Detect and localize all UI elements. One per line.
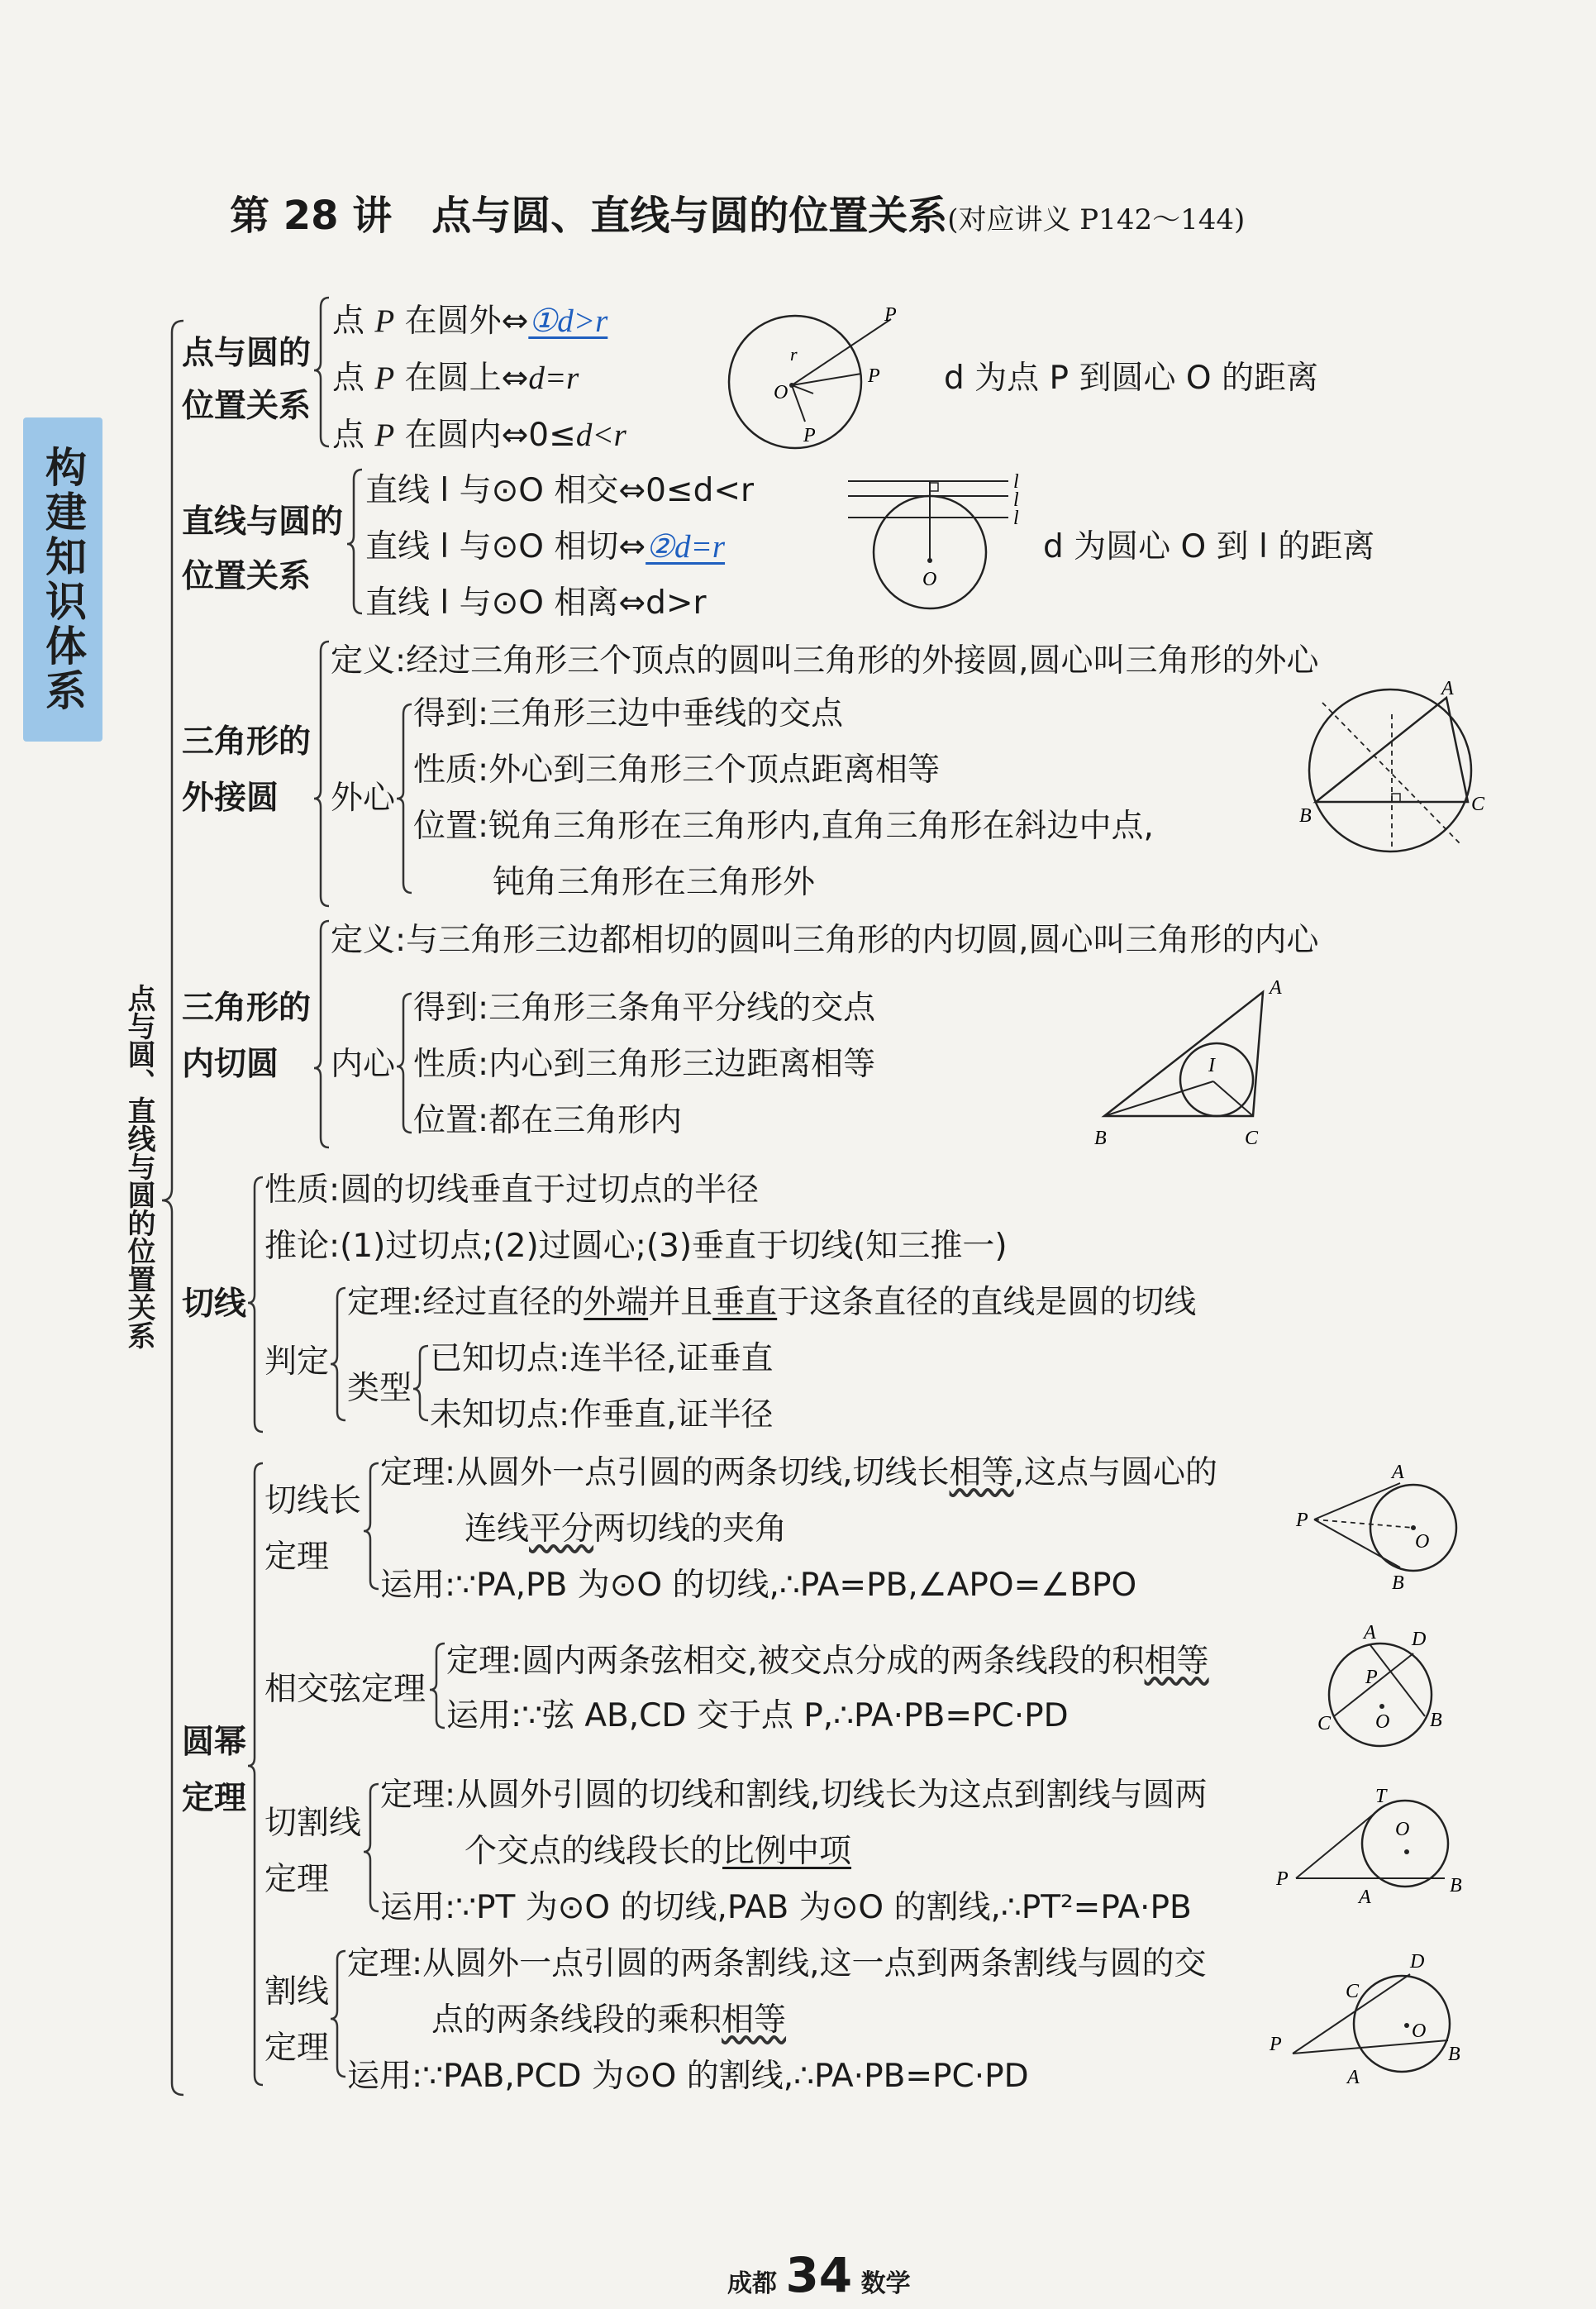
s3-label-line2: 外接圆 xyxy=(182,780,279,817)
svg-text:O: O xyxy=(1412,2020,1427,2042)
footer-city: 成都 xyxy=(727,2269,777,2298)
s6b-label: 相交弦定理 xyxy=(264,1671,426,1708)
svg-text:A: A xyxy=(1359,1887,1371,1908)
s6c-usage: 运用:∵PT 为⊙O 的切线,PAB 为⊙O 的割线,∴PT²=PA·PB xyxy=(380,1889,1192,1926)
svg-text:O: O xyxy=(1375,1711,1390,1733)
tangent-length-figure xyxy=(1289,1462,1479,1594)
s6a-theorem-2: 连线平分两切线的夹角 xyxy=(465,1510,788,1548)
side-tab: 构建知识体系 xyxy=(23,417,102,742)
svg-text:B: B xyxy=(1299,805,1312,827)
s2-line-tangent: 直线 l 与⊙O 相切⇔②d=r xyxy=(365,528,726,565)
line-circle-figure xyxy=(843,471,1033,620)
title-reference: (对应讲义 P142～144) xyxy=(947,203,1246,236)
s5-type-1: 已知切点:连半径,证垂直 xyxy=(430,1340,774,1377)
s3-position-1: 位置:锐角三角形在三角形内,直角三角形在斜边中点, xyxy=(413,808,1154,845)
s4-definition: 定义:与三角形三边都相切的圆叫三角形的内切圆,圆心叫三角形的内心 xyxy=(331,922,1319,959)
s6d-usage: 运用:∵PAB,PCD 为⊙O 的割线,∴PA·PB=PC·PD xyxy=(347,2058,1029,2095)
intersecting-chords-figure xyxy=(1289,1620,1463,1761)
s6b-usage: 运用:∵弦 AB,CD 交于点 P,∴PA·PB=PC·PD xyxy=(446,1697,1069,1734)
s2-line-separate: 直线 l 与⊙O 相离⇔d>r xyxy=(365,584,707,622)
svg-text:O: O xyxy=(1395,1819,1410,1840)
svg-text:P: P xyxy=(1296,1510,1308,1531)
s4-sub-label: 内心 xyxy=(331,1046,396,1083)
svg-text:I: I xyxy=(1208,1055,1215,1076)
s1-line-on: 点 P 在圆上⇔d=r xyxy=(332,360,579,397)
svg-text:A: A xyxy=(1270,977,1282,999)
s6b-theorem: 定理:圆内两条弦相交,被交点分成的两条线段的积相等 xyxy=(446,1643,1209,1680)
svg-text:O: O xyxy=(1415,1531,1430,1553)
s6c-label-line2: 定理 xyxy=(264,1861,330,1898)
s3-label-line1: 三角形的 xyxy=(182,723,312,761)
svg-text:B: B xyxy=(1448,2044,1460,2065)
svg-text:C: C xyxy=(1245,1128,1259,1149)
svg-text:A: A xyxy=(1392,1462,1404,1483)
s6d-label-line2: 定理 xyxy=(264,2030,330,2067)
s4-get: 得到:三角形三条角平分线的交点 xyxy=(413,990,876,1027)
s6c-theorem-1: 定理:从圆外引圆的切线和割线,切线长为这点到割线与圆两 xyxy=(380,1777,1208,1814)
svg-text:P: P xyxy=(868,365,880,387)
point-circle-figure xyxy=(727,304,897,455)
s6c-label-line1: 切割线 xyxy=(264,1805,362,1842)
svg-text:A: A xyxy=(1364,1622,1376,1643)
s2-label-line1: 直线与圆的 xyxy=(182,503,344,541)
s6a-label-line1: 切线长 xyxy=(264,1482,362,1519)
svg-text:C: C xyxy=(1346,1981,1360,2002)
s2-answer-2: ②d=r xyxy=(646,529,726,565)
s5-inference: 推论:(1)过切点;(2)过圆心;(3)垂直于切线(知三推一) xyxy=(264,1228,1008,1265)
s6d-theorem-1: 定理:从圆外一点引圆的两条割线,这一点到两条割线与圆的交 xyxy=(347,1945,1207,1982)
page-title: 第 28 讲 点与圆、直线与圆的位置关系(对应讲义 P142～144) xyxy=(230,193,1246,239)
s1-answer-1: ①d>r xyxy=(528,303,608,339)
page-footer xyxy=(727,2247,911,2303)
svg-text:P: P xyxy=(1276,1868,1289,1890)
svg-text:l: l xyxy=(1013,508,1019,529)
svg-text:D: D xyxy=(1412,1629,1427,1650)
s6c-theorem-2: 个交点的线段长的比例中项 xyxy=(465,1833,852,1870)
svg-text:B: B xyxy=(1450,1875,1462,1896)
s3-get: 得到:三角形三边中垂线的交点 xyxy=(413,695,844,732)
s6a-theorem-1: 定理:从圆外一点引圆的两条切线,切线长相等,这点与圆心的 xyxy=(380,1454,1217,1491)
s5-label: 切线 xyxy=(182,1286,247,1323)
s5-type-label: 类型 xyxy=(347,1370,412,1407)
svg-text:B: B xyxy=(1094,1128,1107,1149)
svg-text:A: A xyxy=(1347,2067,1360,2088)
s5-property: 性质:圆的切线垂直于过切点的半径 xyxy=(264,1171,760,1209)
svg-text:P: P xyxy=(1365,1667,1378,1688)
s6a-label-line2: 定理 xyxy=(264,1539,330,1576)
s6-label-line1: 圆幂 xyxy=(182,1724,247,1761)
s6d-theorem-2: 点的两条线段的乘积相等 xyxy=(431,2001,787,2039)
incircle-figure xyxy=(1083,974,1298,1156)
s3-definition: 定义:经过三角形三个顶点的圆叫三角形的外接圆,圆心叫三角形的外心 xyxy=(331,642,1319,680)
s4-label-line2: 内切圆 xyxy=(182,1046,279,1083)
svg-text:C: C xyxy=(1471,794,1485,815)
svg-text:l: l xyxy=(1013,489,1019,511)
svg-text:B: B xyxy=(1430,1710,1442,1731)
svg-text:C: C xyxy=(1317,1713,1332,1734)
s1-note: d 为点 P 到圆心 O 的距离 xyxy=(944,360,1318,397)
s5-type-2: 未知切点:作垂直,证半径 xyxy=(430,1396,774,1434)
footer-subject: 数学 xyxy=(860,2269,911,2298)
svg-text:P: P xyxy=(803,425,816,446)
s3-sub-label: 外心 xyxy=(331,780,396,817)
svg-text:r: r xyxy=(790,344,798,365)
svg-text:P: P xyxy=(1270,2034,1282,2055)
s4-position: 位置:都在三角形内 xyxy=(413,1102,683,1139)
s1-label-line1: 点与圆的 xyxy=(182,335,312,372)
secant-secant-figure xyxy=(1265,1951,1471,2092)
s4-label-line1: 三角形的 xyxy=(182,990,312,1027)
svg-text:D: D xyxy=(1410,1951,1425,1973)
s1-line-inside: 点 P 在圆内⇔0≤d<r xyxy=(332,417,626,454)
svg-text:A: A xyxy=(1441,678,1454,699)
svg-text:B: B xyxy=(1392,1572,1404,1594)
vertical-section-label: 点与圆、直线与圆的位置关系 xyxy=(122,984,155,1349)
circumcircle-figure xyxy=(1298,678,1496,860)
svg-text:l: l xyxy=(1013,471,1019,493)
s3-property: 性质:外心到三角形三个顶点距离相等 xyxy=(413,751,941,789)
s5-theorem: 定理:经过直径的外端并且垂直于这条直径的直线是圆的切线 xyxy=(347,1284,1197,1321)
s1-line-outside: 点 P 在圆外⇔①d>r xyxy=(332,303,608,340)
svg-text:P: P xyxy=(884,304,897,326)
s5-judge-label: 判定 xyxy=(264,1343,330,1381)
s2-note: d 为圆心 O 到 l 的距离 xyxy=(1043,528,1375,565)
s3-position-2: 钝角三角形在三角形外 xyxy=(493,864,816,901)
page-number: 34 xyxy=(785,2247,853,2303)
s1-label-line2: 位置关系 xyxy=(182,388,312,425)
s4-property: 性质:内心到三角形三边距离相等 xyxy=(413,1046,876,1083)
tangent-secant-figure xyxy=(1273,1786,1471,1918)
s2-label-line2: 位置关系 xyxy=(182,558,312,595)
svg-text:T: T xyxy=(1375,1786,1387,1807)
svg-text:O: O xyxy=(922,569,937,590)
svg-text:O: O xyxy=(774,382,788,403)
s6a-usage: 运用:∵PA,PB 为⊙O 的切线,∴PA=PB,∠APO=∠BPO xyxy=(380,1567,1137,1604)
s2-line-intersect: 直线 l 与⊙O 相交⇔0≤d<r xyxy=(365,472,755,509)
s6d-label-line1: 割线 xyxy=(264,1973,330,2011)
s6-label-line2: 定理 xyxy=(182,1780,247,1817)
